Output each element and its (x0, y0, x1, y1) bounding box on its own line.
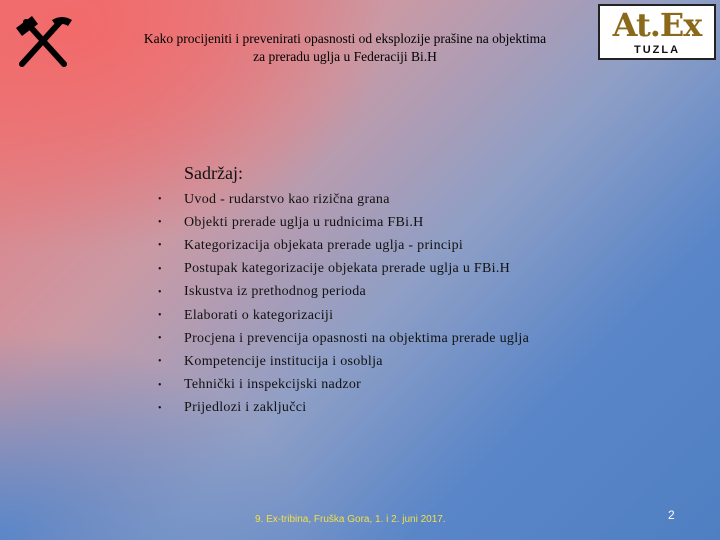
atex-logo-subtitle: TUZLA (633, 44, 681, 56)
toc-heading: Sadržaj: (184, 163, 243, 183)
slide-header-title: Kako procijeniti i prevenirati opasnosti od eksplozije prašine na objektima za preradu uglja u Federaciji Bi.H (143, 31, 547, 64)
toc-item-text: Prijedlozi i zaključci (184, 400, 307, 416)
bullet-icon: • (158, 333, 162, 345)
toc-item-text: Elaborati o kategorizaciji (184, 307, 334, 323)
toc-item-text: Postupak kategorizacije objekata prerade uglja u FBi.H (184, 261, 511, 277)
bullet-icon: • (158, 356, 162, 368)
toc-item-text: Kategorizacija objekata prerade uglja - principi (184, 237, 464, 253)
toc-item-text: Procjena i prevencija opasnosti na objektima prerade uglja (184, 330, 530, 346)
bullet-icon: • (158, 379, 162, 391)
toc-item (155, 350, 529, 373)
toc-item-text: Iskustva iz prethodnog perioda (184, 284, 367, 300)
bullet-icon: • (158, 402, 162, 414)
bullet-icon: • (158, 263, 162, 275)
hammer-and-pick-icon (14, 14, 72, 68)
toc-item (155, 327, 529, 350)
bullet-icon: • (158, 286, 162, 298)
atex-logo-text: At.Ex (612, 6, 702, 44)
toc-item (155, 374, 529, 397)
toc-list (155, 188, 529, 420)
bullet-icon: • (158, 194, 162, 206)
toc-item-text: Objekti prerade uglja u rudnicima FBi.H (184, 214, 424, 230)
footer-event-text: 9. Ex-tribina, Fruška Gora, 1. i 2. juni 2017. (255, 514, 446, 525)
bullet-icon: • (158, 217, 162, 229)
page-number: 2 (668, 508, 675, 522)
toc-item (155, 258, 529, 281)
toc-item (155, 304, 529, 327)
toc-item-text: Kompetencije institucija i osoblja (184, 353, 383, 369)
bullet-icon: • (158, 310, 162, 322)
toc-item-text: Tehnički i inspekcijski nadzor (184, 377, 362, 393)
atex-logo (598, 4, 716, 60)
toc-item (155, 397, 529, 420)
toc-item (155, 211, 529, 234)
toc-item (155, 188, 529, 211)
toc-item-text: Uvod - rudarstvo kao rizična grana (184, 191, 390, 207)
bullet-icon: • (158, 240, 162, 252)
toc-item (155, 234, 529, 257)
toc-item (155, 281, 529, 304)
